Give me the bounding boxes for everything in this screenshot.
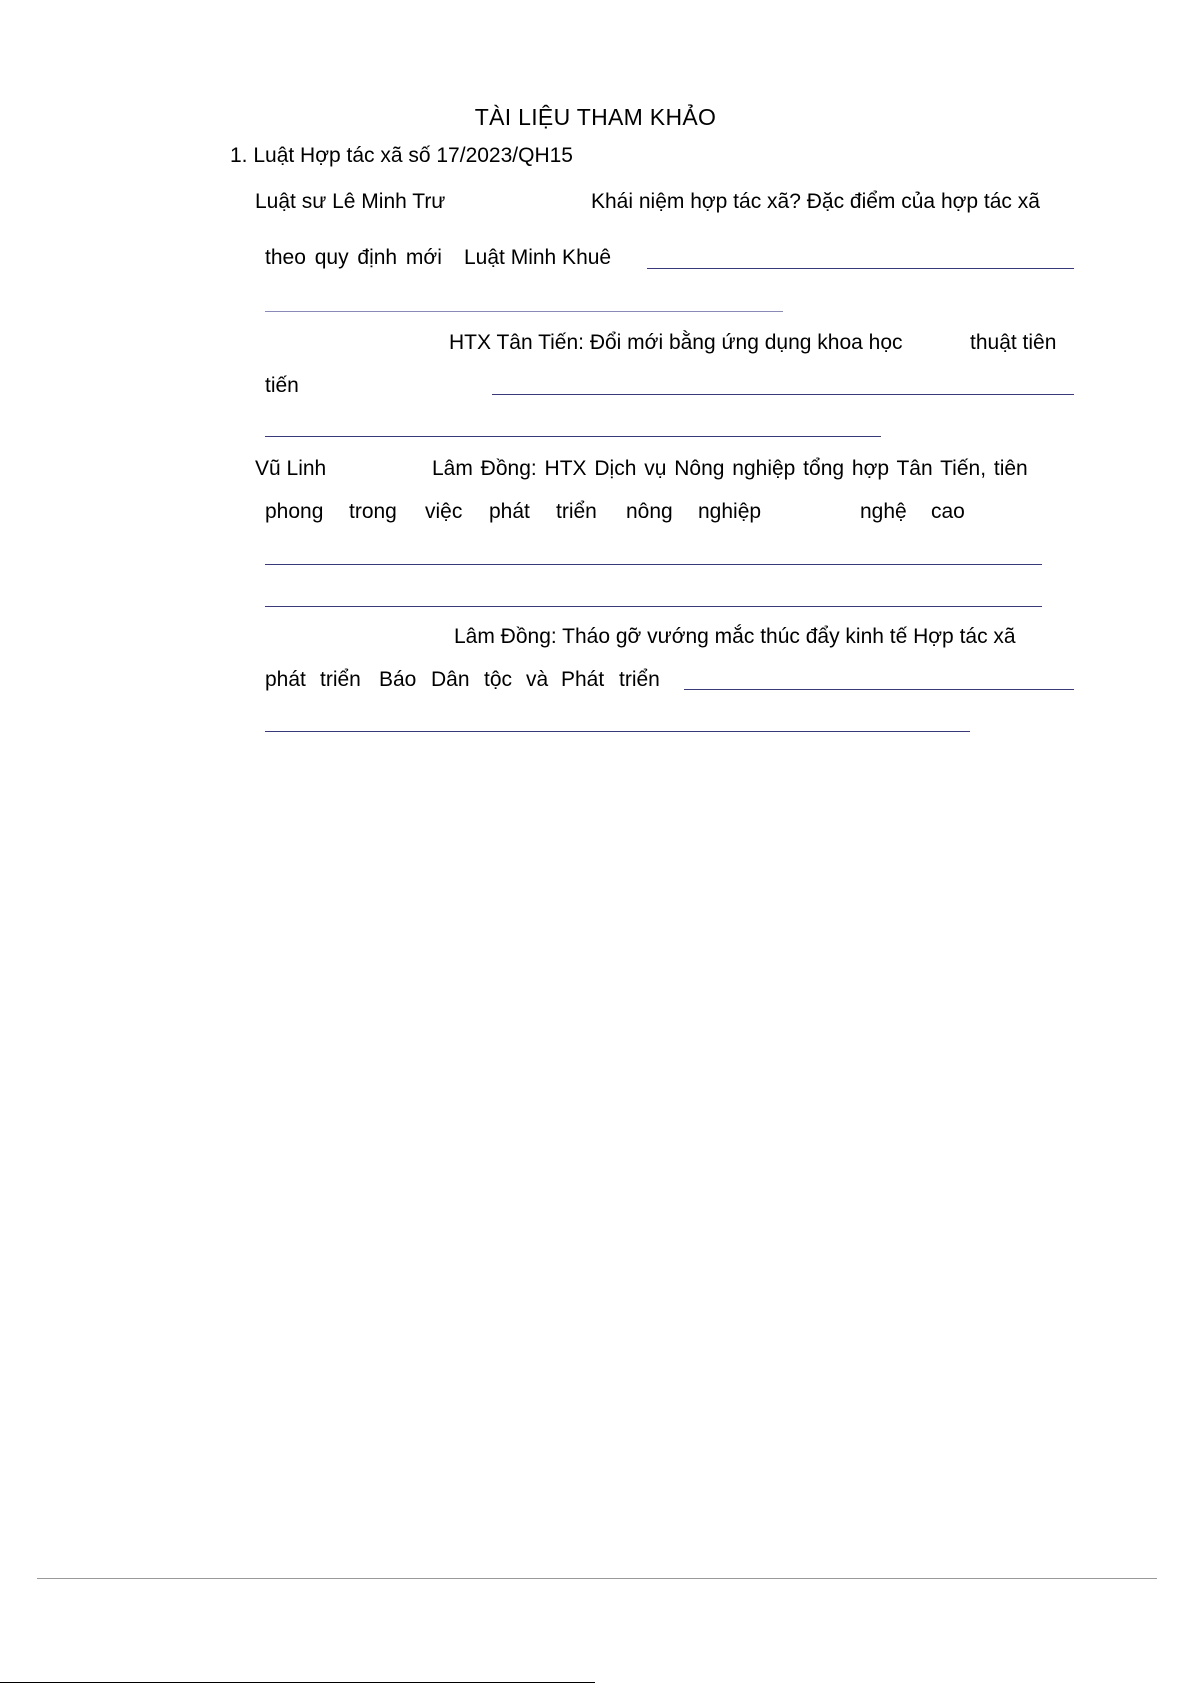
ref3-word: cao bbox=[931, 500, 965, 523]
reference-item-1: 1. Luật Hợp tác xã số 17/2023/QH15 bbox=[230, 144, 573, 167]
ref2-link-line-1[interactable] bbox=[492, 394, 1074, 395]
ref4-word: Dân bbox=[431, 668, 470, 691]
ref1-title-line1: Khái niệm hợp tác xã? Đặc điểm của hợp tác xã bbox=[591, 190, 1040, 213]
ref4-word: Phát bbox=[561, 668, 605, 691]
ref4-link-line-2[interactable] bbox=[265, 731, 970, 732]
ref4-word: Báo bbox=[379, 668, 417, 691]
ref3-link-line-1[interactable] bbox=[265, 564, 1042, 565]
ref1-link-line-2[interactable] bbox=[265, 311, 783, 312]
ref3-title-line1: Lâm Đồng: HTX Dịch vụ Nông nghiệp tổng hợp Tân Tiến, tiên bbox=[432, 457, 1028, 480]
bottom-edge-rule bbox=[0, 1682, 595, 1683]
ref3-word: việc bbox=[425, 500, 463, 523]
footer-divider bbox=[37, 1578, 1157, 1579]
ref2-title-fragment: thuật tiên bbox=[970, 331, 1057, 354]
ref3-word: nông bbox=[626, 500, 673, 523]
ref1-source: Luật Minh Khuê bbox=[464, 246, 612, 269]
ref3-word: triển bbox=[556, 500, 597, 523]
ref4-word: triển bbox=[320, 668, 361, 691]
ref3-word: nghiệp bbox=[698, 500, 762, 523]
ref3-word: phát bbox=[489, 500, 530, 523]
ref2-title-line1: HTX Tân Tiến: Đổi mới bằng ứng dụng khoa học bbox=[449, 331, 903, 354]
ref4-link-line-1[interactable] bbox=[684, 689, 1074, 690]
ref4-word: phát bbox=[265, 668, 306, 691]
ref3-word: phong bbox=[265, 500, 324, 523]
ref4-title-line1: Lâm Đồng: Tháo gỡ vướng mắc thúc đẩy kinh tế Hợp tác xã bbox=[454, 625, 1016, 648]
ref1-link-line-1[interactable] bbox=[647, 268, 1074, 269]
page-title: TÀI LIỆU THAM KHẢO bbox=[474, 104, 717, 130]
ref2-title-line2: tiến bbox=[265, 374, 299, 397]
ref3-word: nghệ bbox=[860, 500, 907, 523]
ref4-word: triển bbox=[619, 668, 660, 691]
ref4-word: tộc bbox=[484, 668, 513, 691]
ref3-author: Vũ Linh bbox=[255, 457, 327, 480]
ref3-link-line-2[interactable] bbox=[265, 606, 1042, 607]
ref4-word: và bbox=[526, 668, 549, 691]
ref2-link-line-2[interactable] bbox=[265, 436, 881, 437]
ref1-title-line2: theo quy định mới bbox=[265, 246, 442, 269]
ref1-author: Luật sư Lê Minh Trư bbox=[255, 190, 446, 213]
ref3-word: trong bbox=[349, 500, 397, 523]
